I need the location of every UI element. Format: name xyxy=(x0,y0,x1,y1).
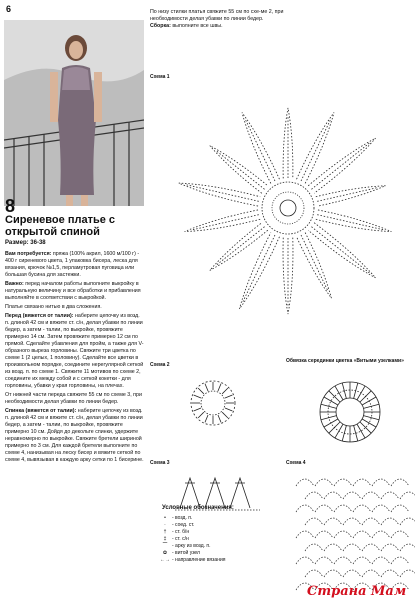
petal xyxy=(316,186,386,206)
mesh-arch xyxy=(343,492,361,499)
mesh-arch xyxy=(334,531,352,538)
mesh-arch xyxy=(305,492,323,499)
top-paragraph-2: Сборка: выполните все швы. xyxy=(150,23,223,29)
petal-vein xyxy=(187,185,259,201)
flower-caption: Обвязка серединки цветка «Витыми узелками» xyxy=(286,358,404,364)
back-paragraph: Спинка (вяжется от талии): наберите цепочку из возд. п. длиной 42 см и вяжите ст. с/н, делая убавки по линии бедер, а затем - талии, по выкройке, провяжите примерно 10 см. Дойдя до декольте спинки, удержите неравномерно по выкройке. Свяжите бретели шириной примерно по 3 см. Для каждой бретели выполните по схеме 4, нанизывая на леску бисер и вяжите сеткой по схеме 4, вывязывая в каждую арку сетки по 1 бисерине. xyxy=(5,408,144,463)
legend-item: · - соед. ст. xyxy=(164,522,195,528)
petal xyxy=(316,210,392,232)
petal xyxy=(308,138,375,193)
instructions-column xyxy=(5,251,145,466)
stitch-mark xyxy=(222,388,228,394)
flower-center-motif xyxy=(310,372,390,452)
mesh-arch xyxy=(372,531,390,538)
petal xyxy=(179,183,260,206)
petal xyxy=(210,223,268,271)
stitch-mark xyxy=(342,383,346,398)
top-paragraph-1: По низу стилки платья свяжите 55 см по схе-ме 2, при необходимости делая убавки по линии бедер. xyxy=(150,9,284,22)
mesh-arch xyxy=(296,479,314,486)
scheme-4-label: Схема 4 xyxy=(286,460,306,466)
mesh-arch xyxy=(324,544,342,551)
model-photo xyxy=(4,20,144,206)
mesh-arch xyxy=(400,518,415,525)
stitch-mark xyxy=(218,415,221,422)
petal xyxy=(210,146,268,194)
mesh-arch xyxy=(296,505,314,512)
model-photo-art xyxy=(4,20,144,206)
petal-vein xyxy=(301,235,328,291)
petal xyxy=(239,233,279,309)
scheme-2-motif xyxy=(178,368,248,438)
mesh-arch xyxy=(353,531,371,538)
mesh-arch xyxy=(362,570,380,577)
mesh-arch xyxy=(296,531,314,538)
mesh-arch xyxy=(381,544,399,551)
mesh-arch xyxy=(353,557,371,564)
stitch-mark xyxy=(225,395,232,398)
mesh-arch xyxy=(315,479,333,486)
stitch-mark xyxy=(354,426,358,441)
stitch-mark xyxy=(194,395,201,398)
scheme-3-label: Схема 3 xyxy=(150,460,170,466)
mesh-arch xyxy=(362,518,380,525)
pattern-title: Сиреневое платье с открытой спиной xyxy=(5,214,116,238)
petal xyxy=(185,210,261,232)
mesh-arch xyxy=(305,570,323,577)
mesh-arch xyxy=(324,570,342,577)
mesh-arch xyxy=(315,531,333,538)
mesh-arch xyxy=(381,518,399,525)
important-paragraph: Важно: перед началом работы выполните выкройку в натуральную величину и все обработки и прибавления выполняйте в соответствии с выкройкой. xyxy=(5,281,141,301)
legend-title: Условные обозначения: xyxy=(162,505,234,511)
mesh-arch xyxy=(391,505,409,512)
mesh-arch xyxy=(391,479,409,486)
legend-item: ←→ - направление вязания xyxy=(160,557,226,563)
legend-item: ✿ - витой узел xyxy=(162,550,200,556)
stitch-mark xyxy=(342,426,346,441)
stitch-mark xyxy=(198,388,204,394)
mesh-arch xyxy=(343,544,361,551)
mesh-arch xyxy=(372,479,390,486)
petal-vein xyxy=(245,120,275,181)
mesh-arch xyxy=(343,518,361,525)
mesh-arch xyxy=(372,557,390,564)
watermark-logo: Страна Мам xyxy=(307,584,407,599)
materials-paragraph: Вам потребуется: пряжа (100% акрил, 1600 м/100 г) - 400 г сиреневого цвета, 1 упаковка бисера, леска для вязания, крючок №1,5, перламутровая пуговица или большая бусина для застежки. xyxy=(5,251,140,278)
mesh-arch xyxy=(343,570,361,577)
mesh-arch xyxy=(296,557,314,564)
legend-item: ‡ - ст. с/н xyxy=(163,536,189,542)
legend xyxy=(158,515,278,564)
petal-vein xyxy=(301,120,331,181)
mesh-arch xyxy=(372,505,390,512)
mesh-arch xyxy=(305,544,323,551)
stitch-mark xyxy=(198,412,204,418)
legend-item: • - возд. п. xyxy=(164,515,193,521)
stitch-mark xyxy=(218,384,221,391)
legend-item: ⁀ - арку из возд. п. xyxy=(162,543,211,549)
mesh-arch xyxy=(324,518,342,525)
petal xyxy=(297,112,334,183)
stitch-mark xyxy=(354,383,358,398)
scheme-1-label: Схема 1 xyxy=(150,74,170,80)
mesh-arch xyxy=(362,492,380,499)
petal-vein xyxy=(192,215,258,230)
mesh-arch xyxy=(315,505,333,512)
mesh-arch xyxy=(353,505,371,512)
petal-vein xyxy=(216,151,264,190)
mesh-arch xyxy=(400,570,415,577)
mesh-arch xyxy=(334,557,352,564)
thread-note: Платье связано нитью в два сложения. xyxy=(5,304,102,310)
page-number: 6 xyxy=(6,4,12,14)
front-bottom-paragraph: От нижней части переда свяжите 55 см по схеме 3, при необходимости делая убавки по линии бедер. xyxy=(5,392,142,405)
scheme-2-label: Схема 2 xyxy=(150,362,170,368)
stitch-mark xyxy=(194,408,201,411)
mesh-arch xyxy=(400,492,415,499)
top-instructions xyxy=(150,9,310,30)
petal-vein xyxy=(317,215,383,230)
petal-vein xyxy=(311,143,369,189)
petal xyxy=(297,233,332,298)
stitch-mark xyxy=(205,384,208,391)
petal-vein xyxy=(243,235,275,302)
petal xyxy=(308,223,375,278)
mesh-arch xyxy=(353,479,371,486)
mesh-arch xyxy=(315,557,333,564)
mesh-arch xyxy=(391,531,409,538)
stitch-mark xyxy=(222,412,228,418)
mesh-arch xyxy=(334,505,352,512)
mesh-arch xyxy=(381,570,399,577)
legend-item: † - ст. б/н xyxy=(163,529,190,535)
front-paragraph: Перед (вяжется от талии): наберите цепочку из возд. п. длиной 42 см и вяжите ст. с/н, делая убавки по линии бедер, а затем - талии, по выкройке, провяжите примерно 14 см. Затем провяжите примерно 12 см по прямой. Сделайте убавления для пройм, а также для V-образного выреза горловины. Свяжите три цветка по схеме 1 (2 целых, 1 половину). Сделайте все цветки в произвольном порядке, соедините нерегулярной сеткой из возд. п. по схеме 1. Свяжите 11 мотивов по схеме 2, соедините их между собой и с сеткой кокетки - для горловины, убавки у края горловины, на плечах. xyxy=(5,313,144,389)
size-line: Размер: 36-38 xyxy=(5,240,46,246)
mesh-arch xyxy=(305,518,323,525)
mesh-arch xyxy=(334,479,352,486)
mesh-arch xyxy=(400,544,415,551)
pattern-number: 8 xyxy=(5,196,16,216)
petal xyxy=(242,112,279,183)
scheme-4-mesh xyxy=(290,468,415,593)
mesh-arch xyxy=(324,492,342,499)
mesh-arch xyxy=(362,544,380,551)
mesh-arch xyxy=(381,492,399,499)
scheme-1-flower xyxy=(170,58,410,358)
mesh-arch xyxy=(391,557,409,564)
stitch-mark xyxy=(225,408,232,411)
stitch-mark xyxy=(205,415,208,422)
